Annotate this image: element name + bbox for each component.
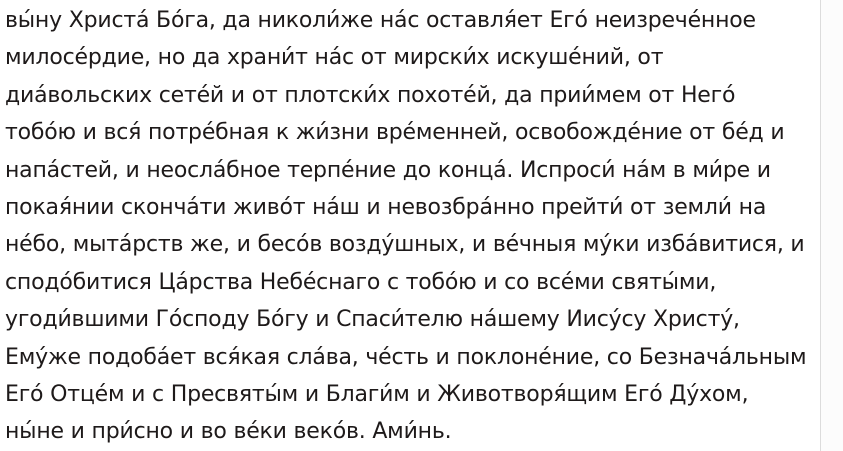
prayer-line-12: ны́не и при́сно и во ве́ки веко́в. Ами́нь. <box>5 419 452 445</box>
prayer-line-1: вы́ну Христа́ Бо́га, да николи́же на́с оставля́ет Его́ неизрече́нное <box>5 8 756 33</box>
prayer-line-6: покая́нии сконча́ти живо́т на́ш и невозбра́нно прейти́ от земли́ на <box>5 195 767 221</box>
prayer-text <box>5 2 820 451</box>
prayer-line-8: сподо́битися Ца́рства Небе́снаго с тобо́ю и со все́ми святы́ми, <box>5 269 717 295</box>
prayer-line-2: милосе́рдие, но да храни́т на́с от мирски́х искуше́ний, от <box>5 45 664 71</box>
prayer-line-5: напа́стей, и неосла́бное терпе́ние до конца́. Испроси́ на́м в ми́ре и <box>5 157 771 183</box>
prayer-line-11: Его́ Отце́м и с Пресвяты́м и Благи́м и Животворя́щим Его́ Ду́хом, <box>5 382 749 408</box>
page-edge-divider <box>820 0 843 451</box>
prayer-line-7: не́бо, мыта́рств же, и бесо́в возду́шных, и ве́чныя му́ки изба́витися, и <box>5 232 805 258</box>
prayer-line-4: тобо́ю и вся́ потре́бная к жи́зни вре́менней, освобожде́ние от бе́д и <box>5 120 785 146</box>
prayer-line-9: угоди́вшими Го́споду Бо́гу и Спаси́телю на́шему Иису́су Христу́, <box>5 307 740 333</box>
prayer-line-3: диа́вольских сете́й и от плотски́х похоте́й, да прии́мем от Него́ <box>5 82 736 108</box>
prayer-line-10: Ему́же подоба́ет вся́кая сла́ва, че́сть и поклоне́ние, со Безнача́льным <box>5 344 807 370</box>
